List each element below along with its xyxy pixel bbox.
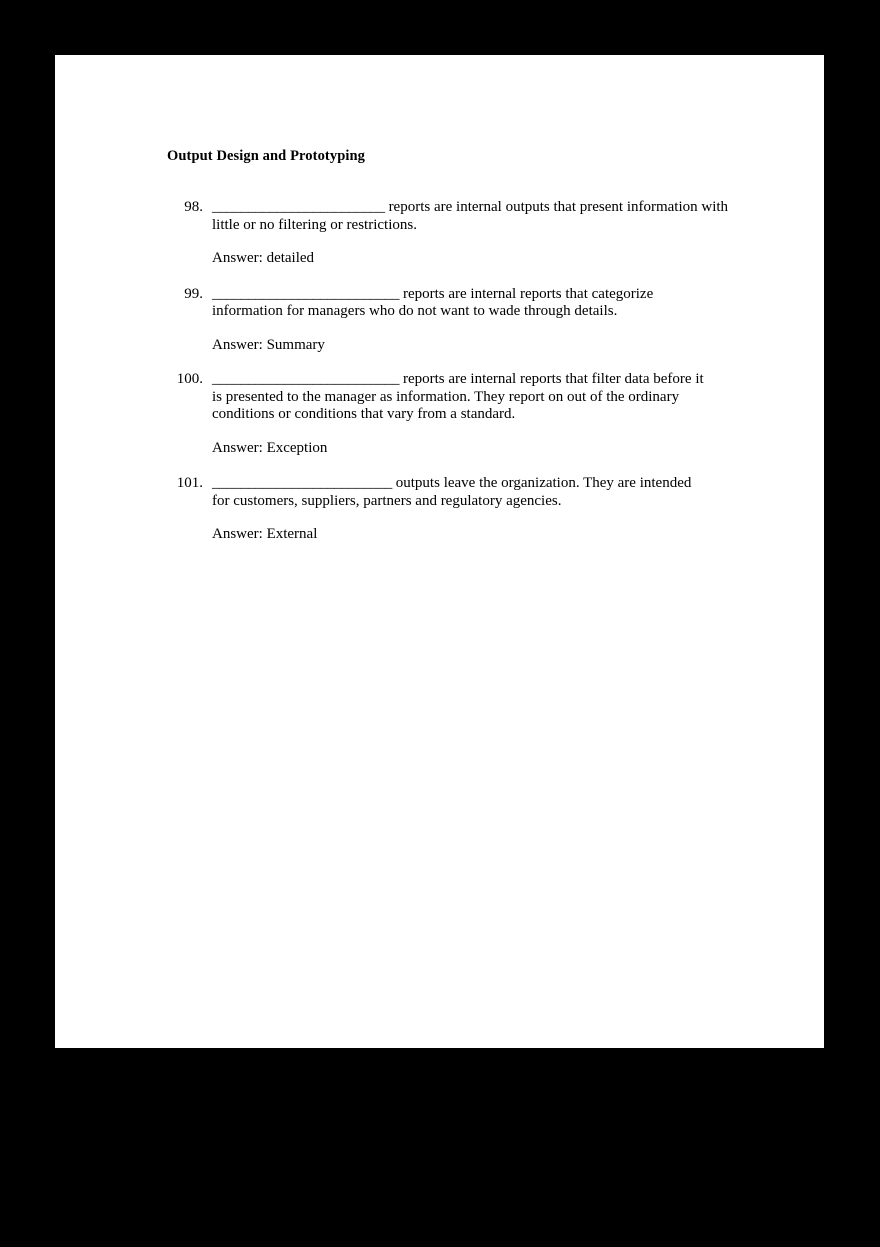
document-page [55,55,824,1048]
question-text [212,286,724,321]
question-number: 101. [176,475,203,491]
question-text [212,475,712,510]
question-body: reports are internal outputs that present information with little or no filtering or restrictions. [212,199,729,233]
question-row [167,475,747,510]
question-row [167,286,747,321]
fill-in-blank: __________________________ [212,371,400,387]
fill-in-blank: ________________________ [212,199,385,215]
question-body: outputs leave the organization. They are intended for customers, suppliers, partners and regulatory agencies. [212,475,692,509]
question-number: 99. [184,285,203,302]
answer-text: Answer: Summary [212,336,325,353]
question-block [167,286,747,355]
answer-text: Answer: Exception [212,439,328,456]
question-text [212,199,729,234]
document-content [167,148,747,560]
question-row [167,199,747,234]
question-number: 100. [176,371,203,387]
fill-in-blank: _________________________ [212,475,393,491]
fill-in-blank: __________________________ [212,285,400,302]
question-block [167,475,747,544]
page-title: Output Design and Prototyping [167,148,366,164]
question-body: reports are internal reports that filter data before it is presented to the manager as information. They report on out of the ordinary conditions or conditions that vary from a standard. [212,371,704,422]
question-text [212,371,706,424]
question-number: 98. [184,199,203,215]
question-block [167,199,747,268]
question-row [167,371,747,424]
answer-text: Answer: detailed [212,250,315,266]
answer-text: Answer: External [212,526,318,542]
question-body: reports are internal reports that categorize information for managers who do not want to wade through details. [212,285,654,319]
question-block [167,371,747,457]
